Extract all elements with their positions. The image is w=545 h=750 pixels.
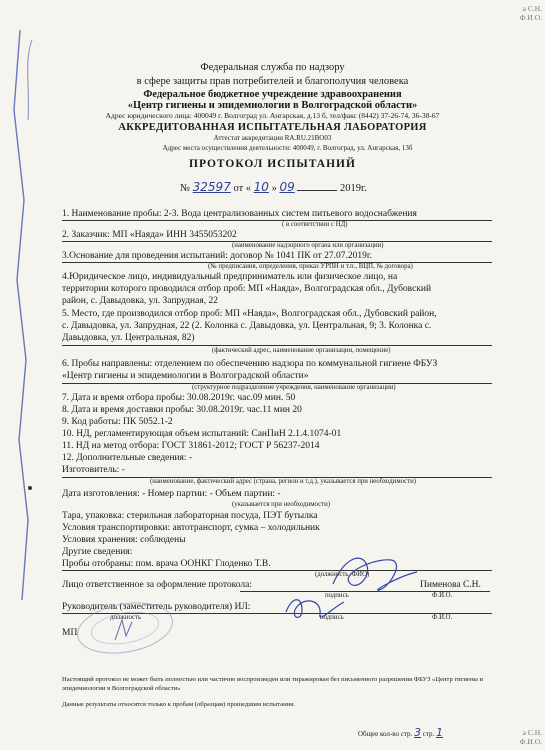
header-agency: Федеральная служба по надзору (200, 62, 345, 73)
header-accreditation: Аттестат аккредитации RA.RU.21ВО03 (213, 134, 332, 142)
stamp-place-label: МП (62, 628, 78, 638)
field-packaging: Тара, упаковка: стерильная лабораторная посуда, ПЭТ бутылка (62, 511, 318, 521)
header-address: Адрес юридического лица: 400049 г. Волгоград ул. Ангарская, д.13 б, тел/факс (8442) 37-26-74, 36-38-67 (105, 111, 440, 120)
page-number: 1 (436, 726, 444, 739)
protocol-day: 10 (253, 180, 269, 194)
field-customer: 2. Заказчик: МП «Наяда» ИНН 3455053202 (62, 230, 237, 240)
field-sample-name: 1. Наименование пробы: 2-3. Вода централизованных систем питьевого водоснабжения (62, 209, 417, 219)
header-institution: Федеральное бюджетное учреждение здравоохранения (143, 89, 402, 100)
protocol-number: 32597 (192, 180, 231, 194)
field-storage: Условия хранения: соблюдены (62, 535, 186, 545)
field-sampling-nd: 11. НД на метод отбора: ГОСТ 31861-2012; ГОСТ Р 56237-2014 (62, 441, 320, 451)
field-sampling-place-3: Давыдовка, ул. Центральная, 82) (62, 333, 195, 343)
header-center: «Центр гигиены и эпидемиологии в Волгоградской области» (127, 100, 418, 111)
field-sampling-date: 7. Дата и время отбора пробы: 30.08.2019г. час.09 мин. 50 (62, 393, 296, 403)
field-sent-by-2: «Центр гигиены и эпидемиологии в Волгоградской области» (62, 371, 309, 381)
protocol-title: ПРОТОКОЛ ИСПЫТАНИЙ (189, 158, 356, 170)
protocol-page: а С.Н. Ф.И.О. а С.Н. Ф.И.О. Федеральная служба по надзору в сфере защиты прав потребителей и благополучия человека Федеральное бюджетное учреждение здравоохранения «Центр гигиены и эпидемиологии в Волгоградской области» Адрес юридического лица: 400049 г. Волгоград ул. Ангарская, д.13 б, тел/факс (8442) 37-26-74, 36-38-67 АККРЕДИТОВАННАЯ ИСПЫТАТЕЛЬНАЯ ЛАБОРАТОРИЯ Аттестат аккредитации RA.RU.21ВО03 Адрес места осуществления деятельности: 400049, г. Волгоград, ул. Ангарская, 13б ПРОТОКОЛ ИСПЫТАНИЙ № 32597 от « 10 » 09 2019г. 1. Наименование пробы: 2-3. Вода централизованных систем питьевого водоснабжения ( в соответствии с НД) 2. Заказчик: МП «Наяда» ИНН 3455053202 (наименование надзорного органа или организации) 3.Основание для проведения испытаний: договор № 1041 ПК от 27.07.2019г. (№ предписания, определения, приказ УРПН и т.п., ВЦП, № договора) 4.Юридическое лицо, индивидуальный предприниматель или физическое лицо, на территории которого проводился отбор проб: МП «Наяда», Волгоградская обл., Дубовский район, с. Давыдовка, ул. Запрудная, 22 5. Место, где производился отбор проб: МП «Наяда», Волгоградская обл., Дубовский район, с. Давыдовка, ул. Запрудная, 22 (2. Колонка с. Давыдовка, ул. Центральная, 9; 3. Колонка с. Давыдовка, ул. Центральная, 82) (фактический адрес, наименование организации, помещение) 6. Пробы направлены: отделением по обеспечению надзора по коммунальной гигиене ФБУЗ «Центр гигиены и эпидемиологии в Волгоградской области» (структурное подразделение учреждения, наименование организации) 7. Дата и время отбора пробы: 30.08.2019г. час.09 мин. 50 8. Дата и время доставки пробы: 30.08.2019г. час.11 мин 20 9. Код работы: ПК 5052.1-2 10. НД, регламентирующая объем испытаний: СанПиН 2.1.4.1074-01 11. НД на метод отбора: ГОСТ 31861-2012; ГОСТ Р 56237-2014 12. Дополнительные сведения: - Изготовитель: - (наименование, фактический адрес (страна, регион и т.д.), указывается при необходимости) Дата изготовления: - Номер партии: - Объем партии: - (указывается при необходимости) Тара, упаковка: стерильная лабораторная посуда, ПЭТ бутылка Условия транспортировки: автотранспорт, сумка – холодильник Условия хранения: соблюдены Другие сведения: Пробы отобраны: пом. врача ООНКГ Глоденко Т.В. (должность, ФИО) Лицо ответственное за оформление протокола: Пименова С.Н. подпись Ф.И.О. Руководитель (заместитель руководителя) ИЛ: должность подпись Ф.И.О. МП Настоящий протокол не может быть полностью или частично воспроизведен или тиражирован без письменного разрешения ФБУЗ «Центр гигиены и эпидемиологии в Волгоградской области» Данные результаты относятся только к пробам (образцам) прошедшим испытания. Общее кол-во стр. 3 стр. 1 (0, 0, 545, 750)
header-activity-address: Адрес места осуществления деятельности: 400049, г. Волгоград, ул. Ангарская, 13б (162, 144, 413, 152)
pages-total: 3 (414, 726, 422, 739)
field-manufacture-date: Дата изготовления: - Номер партии: - Объем партии: - (62, 489, 281, 499)
field-work-code: 9. Код работы: ПК 5052.1-2 (62, 417, 173, 427)
bleed-text-bottom: а С.Н. Ф.И.О. (519, 728, 542, 746)
field-basis: 3.Основание для проведения испытаний: договор № 1041 ПК от 27.07.2019г. (62, 251, 373, 261)
footer-note: Данные результаты относятся только к пробам (образцам) прошедшим испытания. (62, 701, 295, 708)
protocol-number-line: № 32597 от « 10 » 09 2019г. (180, 180, 367, 194)
field-head: Руководитель (заместитель руководителя) ИЛ: (62, 602, 251, 612)
field-sampling-place-2: с. Давыдовка, ул. Запрудная, 22 (2. Колонка с. Давыдовка, ул. Центральная, 9; 3. Колонка с. (62, 321, 432, 331)
field-legal-entity-3: район, с. Давыдовка, ул. Запрудная, 22 (62, 296, 218, 306)
field-delivery-date: 8. Дата и время доставки пробы: 30.08.2019г. час.11 мин 20 (62, 405, 302, 415)
protocol-month: 09 (279, 180, 295, 194)
field-sampling-place-1: 5. Место, где производился отбор проб: МП «Наяда», Волгоградская обл., Дубовский район, (62, 309, 437, 319)
signature-head-icon (280, 588, 350, 628)
field-sent-by-1: 6. Пробы направлены: отделением по обеспечению надзора по коммунальной гигиене ФБУЗ (62, 359, 438, 369)
field-legal-entity-1: 4.Юридическое лицо, индивидуальный предприниматель или физическое лицо, на (62, 272, 398, 282)
field-test-nd: 10. НД, регламентирующая объем испытаний: СанПиН 2.1.4.1074-01 (62, 429, 342, 439)
field-legal-entity-2: территории которого проводился отбор проб: МП «Наяда», Волгоградская обл., Дубовский (62, 284, 432, 294)
field-additional-info: 12. Дополнительные сведения: - (62, 453, 193, 463)
responsible-name: Пименова С.Н. (420, 580, 481, 590)
protocol-year: 2019г. (339, 183, 367, 194)
field-responsible: Лицо ответственное за оформление протокола: (62, 580, 252, 590)
header-agency-sub: в сфере защиты прав потребителей и благополучия человека (136, 76, 409, 87)
page-count: Общее кол-во стр. 3 стр. 1 (358, 726, 444, 739)
field-manufacturer: Изготовитель: - (62, 465, 125, 475)
header-lab: АККРЕДИТОВАННАЯ ИСПЫТАТЕЛЬНАЯ ЛАБОРАТОРИЯ (118, 122, 427, 133)
field-other-info: Другие сведения: (62, 547, 133, 557)
field-transport: Условия транспортировки: автотранспорт, сумка – холодильник (62, 523, 320, 533)
footer-disclaimer: Настоящий протокол не может быть полностью или частично воспроизведен или тиражирован без письменного разрешения ФБУЗ «Центр гигиены и эпидемиологии в Волгоградской области» (62, 676, 483, 692)
field-sampled-by: Пробы отобраны: пом. врача ООНКГ Глоденко Т.В. (62, 559, 271, 569)
bleed-text-top: а С.Н. Ф.И.О. (519, 4, 542, 22)
